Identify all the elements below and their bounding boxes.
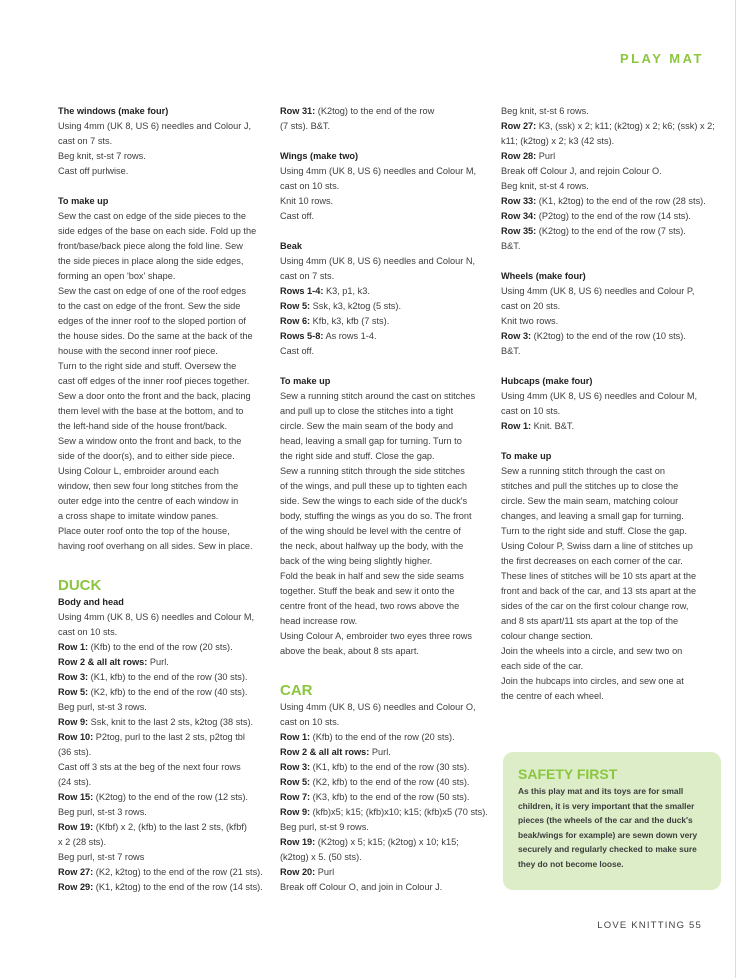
row-label: Row 2 & all alt rows: [280, 747, 370, 757]
text-line: cast on 7 sts. [280, 271, 335, 281]
text-line: Cast off. [280, 346, 315, 356]
row-text: (K2tog) to the end of the row (10 sts). [531, 331, 686, 341]
row-label: Row 28: [501, 151, 537, 161]
row-label: Row 3: [501, 331, 532, 341]
row-text: (K2, kfb) to the end of the row (40 sts). [88, 687, 248, 697]
text-line: Sew a running stitch around the cast on stitches [280, 391, 476, 401]
text-line: Sew a running stitch through the cast on [501, 466, 665, 476]
text-line: forming an open 'box' shape. [58, 271, 176, 281]
text-line: head, leaving a small gap for turning. Turn to [280, 436, 462, 446]
text-line: head increase row. [280, 616, 358, 626]
row-label: Row 19: [58, 822, 94, 832]
text-line: stitches and pull the stitches up to close the [501, 481, 679, 491]
row-text: Ssk, k3, k2tog (5 sts). [310, 301, 402, 311]
text-line: sides of the car on the first colour change row, [501, 601, 689, 611]
text-line: the neck, about halfway up the body, with the [280, 541, 464, 551]
text-line: Knit 10 rows. [280, 196, 334, 206]
text-line: Beg purl, st-st 3 rows. [58, 702, 147, 712]
text-line: Using 4mm (UK 8, US 6) needles and Colour J, [58, 121, 252, 131]
safety-title: SAFETY FIRST [518, 766, 618, 782]
row-text: K3, (ssk) x 2; k11; (k2tog) x 2; k6; (ssk) x 2; [536, 121, 715, 131]
duck-heading: DUCK [58, 577, 102, 594]
row-text: (Kfb) to the end of the row (20 sts). [310, 732, 455, 742]
text-line: and pull up to close the stitches into a tight [280, 406, 454, 416]
row-instruction [58, 715, 273, 730]
row-label: Row 31: [280, 106, 316, 116]
row-instruction [280, 805, 495, 820]
row-instruction [280, 760, 495, 775]
row-instruction [501, 224, 716, 239]
row-text: (Kfb) to the end of the row (20 sts). [88, 642, 233, 652]
text-line: cast on 10 sts. [280, 717, 340, 727]
text-line: Using 4mm (UK 8, US 6) needles and Colour O, [280, 702, 476, 712]
text-line: Beg purl, st-st 7 rows [58, 852, 145, 862]
row-text: (K1, kfb) to the end of the row (30 sts). [310, 762, 470, 772]
text-line: Cast off 3 sts at the beg of the next four rows [58, 762, 241, 772]
text-line: above the beak, about 8 sts apart. [280, 646, 419, 656]
text-line: Join the wheels into a circle, and sew two on [501, 646, 683, 656]
text-line: cast on 10 sts. [501, 406, 561, 416]
text-line: edges of the inner roof to the sloped portion of [58, 316, 246, 326]
text-line: window, then sew four long stitches from the [58, 481, 239, 491]
wheels-heading: Wheels (make four) [501, 271, 586, 281]
spacer [58, 569, 273, 577]
hubcaps-heading: Hubcaps (make four) [501, 376, 593, 386]
row-label: Row 9: [280, 807, 311, 817]
row-label: Row 1: [280, 732, 311, 742]
row-instruction [501, 209, 716, 224]
row-label: Row 34: [501, 211, 537, 221]
row-instruction [58, 640, 273, 655]
text-line: Break off Colour O, and join in Colour J. [280, 882, 443, 892]
spacer [280, 659, 495, 674]
row-text: P2tog, purl to the last 2 sts, p2tog tbl [93, 732, 245, 742]
wings-heading: Wings (make two) [280, 151, 359, 161]
text-line: cast on 20 sts. [501, 301, 561, 311]
text-line: them level with the base at the bottom, and to [58, 406, 244, 416]
text-line: Using Colour P, Swiss darn a line of stitches up [501, 541, 693, 551]
row-instruction [58, 820, 273, 835]
text-line: beak/wings for example) are sewn down very [518, 829, 698, 840]
text-line: Knit two rows. [501, 316, 559, 326]
row-instruction [58, 880, 273, 895]
row-text: (K1, k2tog) to the end of the row (28 sts). [536, 196, 706, 206]
text-line: Fold the beak in half and sew the side seams [280, 571, 464, 581]
row-text: K3, p1, k3. [323, 286, 370, 296]
spacer [501, 359, 716, 374]
text-line: house with the second inner roof piece. [58, 346, 218, 356]
text-line: Turn to the right side and stuff. Oversew the [58, 361, 237, 371]
text-line: Sew a running stitch through the side stitches [280, 466, 465, 476]
text-line: the right side and stuff. Close the gap. [280, 451, 435, 461]
text-line: a cross shape to imitate window panes. [58, 511, 219, 521]
row-instruction [58, 730, 273, 745]
text-line: Using 4mm (UK 8, US 6) needles and Colour N, [280, 256, 476, 266]
text-line: securely and regularly checked to make sure [518, 844, 697, 854]
text-line: cast on 10 sts. [58, 627, 118, 637]
row-instruction [58, 670, 273, 685]
row-label: Rows 5-8: [280, 331, 324, 341]
row-label: Row 6: [280, 316, 311, 326]
spacer [501, 434, 716, 449]
row-text: (Kfbf) x 2, (kfb) to the last 2 sts, (kfbf) [93, 822, 247, 832]
text-line: Sew the cast on edge of one of the roof edges [58, 286, 246, 296]
column-2 [280, 104, 495, 895]
row-instruction [280, 775, 495, 790]
row-instruction [58, 865, 273, 880]
row-text: (K3, kfb) to the end of the row (50 sts). [310, 792, 470, 802]
text-line: of the wing should be level with the centre of [280, 526, 461, 536]
section-title: PLAY MAT [619, 51, 704, 66]
makeup-heading: To make up [501, 451, 552, 461]
text-line: (36 sts). [58, 747, 92, 757]
text-line: they do not become loose. [518, 858, 624, 869]
row-text: (K1, k2tog) to the end of the row (14 sts). [93, 882, 263, 892]
row-text: (kfb)x5; k15; (kfb)x10; k15; (kfb)x5 (70 sts). [310, 807, 488, 817]
row-instruction [501, 419, 716, 434]
text-line: Cast off. [280, 211, 315, 221]
row-text: Purl [315, 867, 335, 877]
row-instruction [280, 835, 495, 850]
text-line: Join the hubcaps into circles, and sew one at [501, 676, 684, 686]
text-line: circle. Sew the main seam of the body and [280, 421, 454, 431]
row-instruction [280, 790, 495, 805]
row-instruction [280, 284, 495, 299]
text-line: circle. Sew the main seam, matching colour [501, 496, 679, 506]
beak-heading: Beak [280, 241, 302, 251]
row-label: Row 3: [280, 762, 311, 772]
column-1 [58, 104, 273, 895]
text-line: k11; (k2tog) x 2; k3 (42 sts). [501, 136, 615, 146]
text-line: children, it is very important that the smaller [518, 800, 695, 811]
text-line: Beg knit, st-st 6 rows. [501, 106, 589, 116]
text-line: body, stuffing the wings as you do so. The front [280, 511, 472, 521]
text-line: Cast off purlwise. [58, 166, 129, 176]
text-line: Sew a window onto the front and back, to the [58, 436, 242, 446]
safety-first-box [503, 752, 721, 890]
row-label: Row 1: [58, 642, 89, 652]
row-instruction [280, 730, 495, 745]
text-line: colour change section. [501, 631, 593, 641]
text-line: centre front of the head, two rows above the [280, 601, 460, 611]
text-line: Beg knit, st-st 7 rows. [58, 151, 146, 161]
row-text: Knit. B&T. [531, 421, 575, 431]
row-instruction [280, 329, 495, 344]
spacer [280, 134, 495, 149]
text-line: together. Stuff the beak and sew it onto the [280, 586, 455, 596]
row-label: Row 35: [501, 226, 537, 236]
text-line: Place outer roof onto the top of the house, [58, 526, 230, 536]
text-line: Using 4mm (UK 8, US 6) needles and Colour P, [501, 286, 695, 296]
text-line: Using Colour A, embroider two eyes three rows [280, 631, 472, 641]
row-instruction [280, 865, 495, 880]
text-line: Sew the cast on edge of the side pieces to the [58, 211, 246, 221]
row-text: Purl. [369, 747, 391, 757]
row-label: Rows 1-4: [280, 286, 324, 296]
row-label: Row 15: [58, 792, 94, 802]
text-line: having roof overhang on all sides. Sew in place. [58, 541, 253, 551]
spacer [58, 554, 273, 569]
text-line: the house sides. Do the same at the back of the [58, 331, 253, 341]
row-label: Row 9: [58, 717, 89, 727]
row-text: (K1, kfb) to the end of the row (30 sts). [88, 672, 248, 682]
makeup-heading: To make up [280, 376, 331, 386]
row-text: (K2tog) to the end of the row (7 sts). [536, 226, 686, 236]
text-line: (k2tog) x 5. (50 sts). [280, 852, 362, 862]
text-line: Beg purl, st-st 3 rows. [58, 807, 147, 817]
text-line: front and back of the car, and 13 sts apart at the [501, 586, 697, 596]
row-text: Kfb, k3, kfb (7 sts). [310, 316, 390, 326]
row-label: Row 29: [58, 882, 94, 892]
text-line: Sew a door onto the front and the back, placing [58, 391, 251, 401]
row-instruction [280, 299, 495, 314]
text-line: cast on 7 sts. [58, 136, 113, 146]
text-line: the centre of each wheel. [501, 691, 604, 701]
text-line: (24 sts). [58, 777, 92, 787]
text-line: back of the wing being slightly higher. [280, 556, 433, 566]
row-label: Row 7: [280, 792, 311, 802]
spacer [280, 359, 495, 374]
row-label: Row 2 & all alt rows: [58, 657, 148, 667]
text-line: of the wings, and pull these up to tighten each [280, 481, 467, 491]
text-line: outer edge into the centre of each window in [58, 496, 239, 506]
row-text: (K2tog) x 5; k15; (k2tog) x 10; k15; [315, 837, 459, 847]
text-line: and 8 sts apart/11 sts apart at the top of the [501, 616, 679, 626]
row-label: Row 5: [280, 301, 311, 311]
row-instruction [280, 104, 495, 119]
text-line: Beg knit, st-st 4 rows. [501, 181, 589, 191]
row-instruction [58, 655, 273, 670]
car-heading: CAR [280, 682, 313, 699]
text-line: the first decreases on each corner of the car. [501, 556, 683, 566]
text-line: Beg purl, st-st 9 rows. [280, 822, 369, 832]
text-line: B&T. [501, 241, 521, 251]
text-line: Using 4mm (UK 8, US 6) needles and Colour M, [58, 612, 255, 622]
text-line: pieces (the wheels of the car and the duck's [518, 815, 693, 825]
row-label: Row 5: [280, 777, 311, 787]
row-instruction [280, 745, 495, 760]
row-label: Row 20: [280, 867, 316, 877]
row-instruction [501, 194, 716, 209]
text-line: As this play mat and its toys are for small [518, 786, 684, 796]
text-line: the left-hand side of the house front/back. [58, 421, 228, 431]
text-line: side edges of the base on each side. Fold up the [58, 226, 257, 236]
row-text: As rows 1-4. [323, 331, 377, 341]
row-text: Purl [536, 151, 556, 161]
row-text: (P2tog) to the end of the row (14 sts). [536, 211, 691, 221]
row-label: Row 19: [280, 837, 316, 847]
row-label: Row 27: [58, 867, 94, 877]
text-line: Using Colour L, embroider around each [58, 466, 219, 476]
row-instruction [501, 149, 716, 164]
row-instruction [58, 685, 273, 700]
text-line: cast on 10 sts. [280, 181, 340, 191]
text-line: to the cast on edge of the front. Sew the side [58, 301, 241, 311]
row-label: Row 3: [58, 672, 89, 682]
text-line: front/base/back piece along the fold line. Sew [58, 241, 243, 251]
page-edge-rule [735, 0, 736, 978]
text-line: each side of the car. [501, 661, 584, 671]
row-text: Ssk, knit to the last 2 sts, k2tog (38 sts). [88, 717, 254, 727]
makeup-heading: To make up [58, 196, 109, 206]
safety-body [518, 784, 713, 871]
column-3 [501, 104, 716, 704]
windows-heading: The windows (make four) [58, 106, 169, 116]
text-line: (7 sts). B&T. [280, 121, 331, 131]
spacer [58, 179, 273, 194]
row-text: (K2, k2tog) to the end of the row (21 sts). [93, 867, 263, 877]
row-instruction [501, 119, 716, 134]
page-footer: LOVE KNITTING 55 [597, 920, 702, 931]
text-line: side. Sew the wings to each side of the duck's [280, 496, 468, 506]
row-label: Row 5: [58, 687, 89, 697]
spacer [501, 254, 716, 269]
text-line: Break off Colour J, and rejoin Colour O. [501, 166, 662, 176]
spacer [280, 224, 495, 239]
row-label: Row 27: [501, 121, 537, 131]
text-line: x 2 (28 sts). [58, 837, 106, 847]
row-text: (K2tog) to the end of the row [315, 106, 435, 116]
row-instruction [58, 790, 273, 805]
text-line: Using 4mm (UK 8, US 6) needles and Colour M, [280, 166, 477, 176]
row-text: Purl. [147, 657, 169, 667]
text-line: Turn to the right side and stuff. Close the gap. [501, 526, 687, 536]
text-line: the side pieces in place along the side edges, [58, 256, 244, 266]
text-line: side of the door(s), and to either side piece. [58, 451, 235, 461]
spacer [280, 674, 495, 682]
row-instruction [280, 314, 495, 329]
row-label: Row 1: [501, 421, 532, 431]
body-head-heading: Body and head [58, 597, 124, 607]
text-line: changes, and leaving a small gap for turning. [501, 511, 684, 521]
row-text: (K2tog) to the end of the row (12 sts). [93, 792, 248, 802]
row-text: (K2, kfb) to the end of the row (40 sts). [310, 777, 470, 787]
text-line: B&T. [501, 346, 521, 356]
text-line: These lines of stitches will be 10 sts apart at the [501, 571, 697, 581]
row-label: Row 10: [58, 732, 94, 742]
text-line: cast off edges of the inner roof pieces together. [58, 376, 250, 386]
row-instruction [501, 329, 716, 344]
row-label: Row 33: [501, 196, 537, 206]
text-line: Using 4mm (UK 8, US 6) needles and Colour M, [501, 391, 698, 401]
